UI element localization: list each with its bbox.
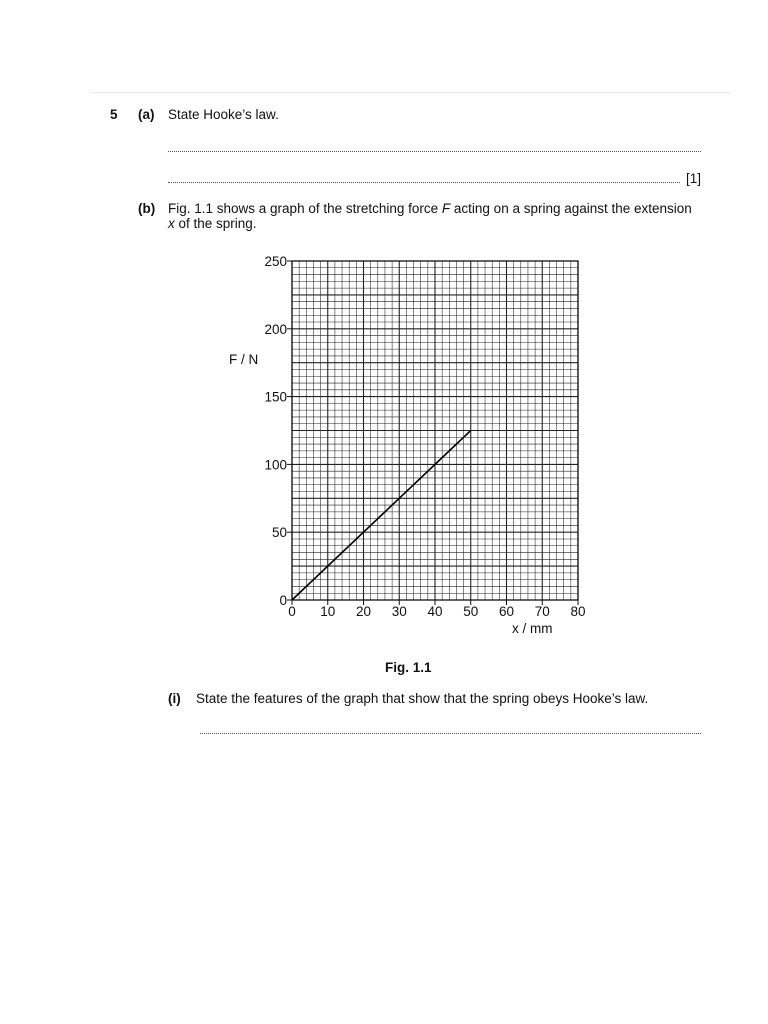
y-axis-label: F / N <box>229 352 259 367</box>
figure-caption: Fig. 1.1 <box>385 660 432 675</box>
question-number: 5 <box>110 107 118 122</box>
part-a-text: State Hooke’s law. <box>168 107 279 122</box>
part-b-i-text: State the features of the graph that show that the spring obeys Hooke’s law. <box>196 691 649 706</box>
part-b-text-a: Fig. 1.1 shows a graph of the stretching force <box>168 201 442 216</box>
part-b-label: (b) <box>138 201 156 216</box>
part-b-i-label: (i) <box>168 691 181 706</box>
x-tick-label: 30 <box>391 604 407 619</box>
x-tick-label: 60 <box>498 604 515 619</box>
y-tick-label: 250 <box>264 254 287 269</box>
x-tick-label: 50 <box>463 604 479 619</box>
x-tick-label: 40 <box>427 604 443 619</box>
x-tick-label: 0 <box>288 604 296 619</box>
x-tick-label: 70 <box>534 604 550 619</box>
y-tick-label: 50 <box>271 525 287 541</box>
extension-symbol: x <box>168 216 175 231</box>
answer-line-b-i[interactable] <box>200 733 701 734</box>
y-tick-label: 100 <box>264 457 287 473</box>
y-tick-label: 150 <box>264 389 287 405</box>
force-symbol: F <box>441 201 451 216</box>
x-tick-label: 80 <box>570 604 586 619</box>
x-tick-label: 20 <box>355 604 372 619</box>
y-tick-label: 200 <box>264 321 287 337</box>
part-a-marks: [1] <box>686 171 702 186</box>
series-line <box>292 431 471 601</box>
x-axis-label: x / mm <box>512 621 553 636</box>
part-b-text-b: acting on a spring against the extension <box>450 201 692 216</box>
part-b-text-c: of the spring. <box>174 216 257 231</box>
y-tick-label: 0 <box>279 593 287 608</box>
x-tick-label: 10 <box>320 604 336 619</box>
part-a-label: (a) <box>138 107 155 122</box>
